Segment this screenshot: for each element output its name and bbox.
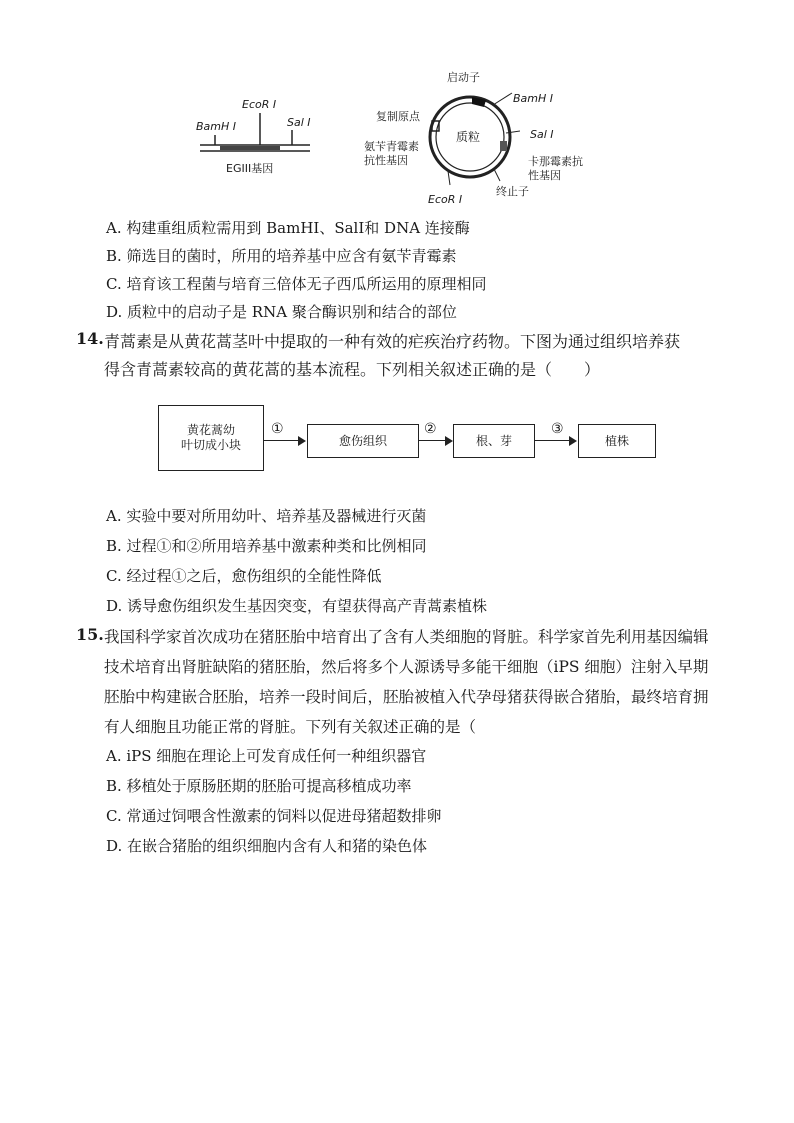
flow-box-leaf-pieces: 黄花蒿幼 叶切成小块 <box>158 405 264 471</box>
flow-step-3: ③ <box>551 421 564 437</box>
gene-bamhi-label: BamH I <box>196 120 237 133</box>
q15-option-c: C. 常通过饲喂含性激素的饲料以促进母猪超数排卵 <box>106 807 442 825</box>
gene-ecori-label: EcoR I <box>242 98 277 111</box>
flow-arrow-2 <box>419 440 451 441</box>
flow-arrow-1 <box>264 440 304 441</box>
plasmid-terminator-label: 终止子 <box>496 185 529 198</box>
q14-option-d: D. 诱导愈伤组织发生基因突变，有望获得高产青蒿素植株 <box>106 597 488 615</box>
plasmid-promoter-label: 启动子 <box>447 71 480 84</box>
q15-stem-line1: 我国科学家首次成功在猪胚胎中培育出了含有人类细胞的肾脏。科学家首先利用基因编辑 <box>104 628 709 646</box>
q13-option-c: C. 培育该工程菌与培育三倍体无子西瓜所运用的原理相同 <box>106 275 487 293</box>
q15-option-a: A. iPS 细胞在理论上可发育成任何一种组织器官 <box>106 747 427 765</box>
plasmid-name-label: 质粒 <box>456 130 481 144</box>
q14-option-a: A. 实验中要对所用幼叶、培养基及器械进行灭菌 <box>106 507 427 525</box>
q15-option-d: D. 在嵌合猪胎的组织细胞内含有人和猪的染色体 <box>106 837 428 855</box>
q14-option-c: C. 经过程①之后，愈伤组织的全能性降低 <box>106 567 382 585</box>
plasmid-ecori-label: EcoR I <box>428 193 463 206</box>
q15-stem-line3: 胚胎中构建嵌合胚胎，培养一段时间后，胚胎被植入代孕母猪获得嵌合猪胎，最终培育拥 <box>104 688 709 706</box>
flow-box-root-bud: 根、芽 <box>453 424 535 458</box>
flow-step-2: ② <box>424 421 437 437</box>
q14-stem-line2: 得含青蒿素较高的黄花蒿的基本流程。下列相关叙述正确的是（ ） <box>104 360 601 379</box>
gene-name-label: EGIII基因 <box>226 162 274 175</box>
q13-option-a: A. 构建重组质粒需用到 BamHI、SalI和 DNA 连接酶 <box>106 219 470 237</box>
q14-number: 14. <box>76 329 104 348</box>
flow-arrow-3 <box>535 440 575 441</box>
flow-box-callus: 愈伤组织 <box>307 424 419 458</box>
q13-option-d: D. 质粒中的启动子是 RNA 聚合酶识别和结合的部位 <box>106 303 457 321</box>
q15-option-b: B. 移植处于原肠胚期的胚胎可提高移植成功率 <box>106 777 412 795</box>
flow-step-1: ① <box>271 421 284 437</box>
gene-sali-label: Sal I <box>287 116 311 129</box>
plasmid-kanamycin-label: 卡那霉素抗 性基因 <box>528 155 583 182</box>
q14-stem-line1: 青蒿素是从黄花蒿茎叶中提取的一种有效的疟疾治疗药物。下图为通过组织培养获 <box>104 332 681 351</box>
plasmid-sali-label: Sal I <box>530 128 554 141</box>
plasmid-ampicillin-label: 氨苄青霉素 抗性基因 <box>364 140 419 167</box>
q13-option-b: B. 筛选目的菌时，所用的培养基中应含有氨苄青霉素 <box>106 247 457 265</box>
q15-number: 15. <box>76 625 104 644</box>
q15-stem-line2: 技术培育出肾脏缺陷的猪胚胎，然后将多个人源诱导多能干细胞（iPS 细胞）注射入早期 <box>104 658 709 676</box>
q14-option-b: B. 过程①和②所用培养基中激素种类和比例相同 <box>106 537 427 555</box>
flow-box-plant: 植株 <box>578 424 656 458</box>
plasmid-ori-label: 复制原点 <box>376 110 420 123</box>
q15-stem-line4: 有人细胞且功能正常的肾脏。下列有关叙述正确的是（ <box>104 718 477 736</box>
plasmid-bamhi-label: BamH I <box>513 92 554 105</box>
